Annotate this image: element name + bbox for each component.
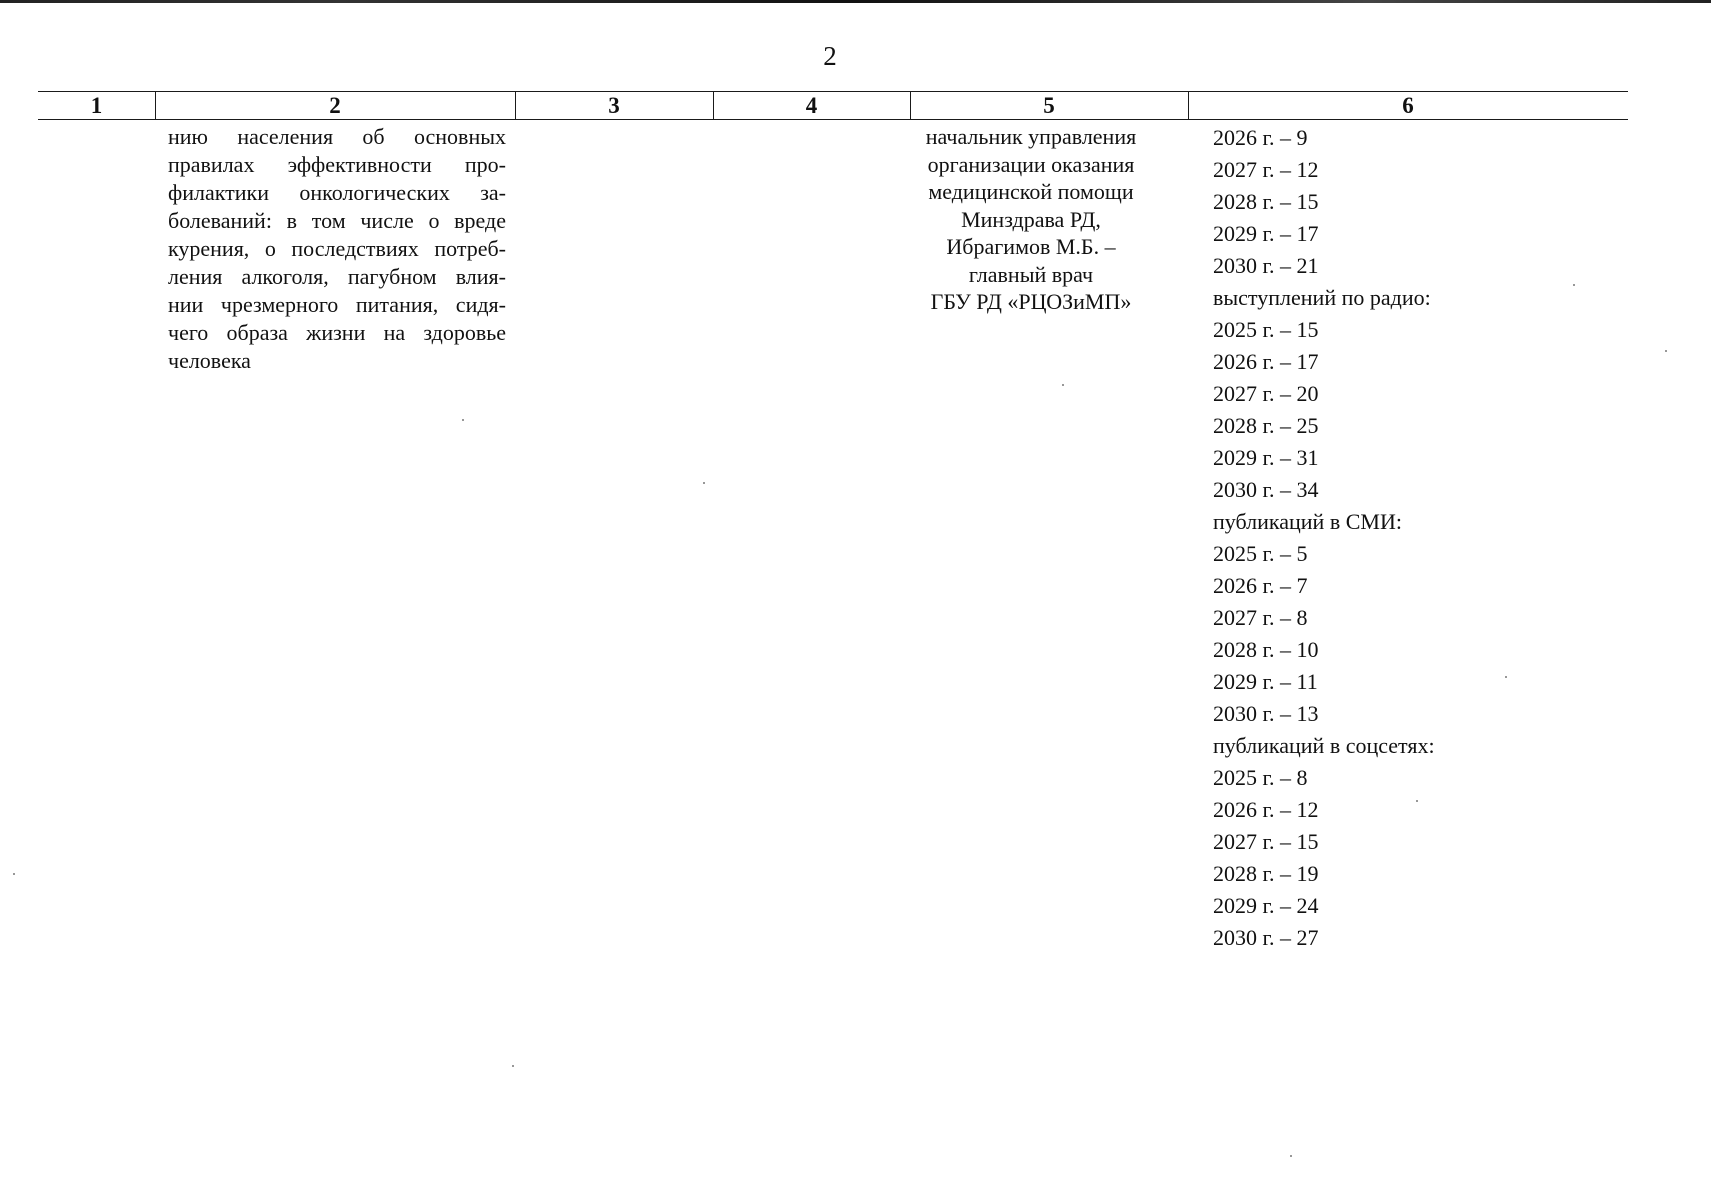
text-line: 2026 г. – 9 xyxy=(1213,125,1308,150)
text-line: чего образа жизни на здоровье xyxy=(168,320,506,345)
text-line: курения, о последствиях потреб- xyxy=(168,236,506,261)
text-line: 2026 г. – 12 xyxy=(1213,797,1319,822)
page-number: 2 xyxy=(823,41,837,71)
text-line: 2027 г. – 15 xyxy=(1213,829,1319,854)
text-line: болеваний: в том числе о вреде xyxy=(168,208,506,233)
scan-speck xyxy=(1416,800,1418,802)
text-line: филактики онкологических за- xyxy=(168,180,506,205)
header-col-6: 6 xyxy=(1402,93,1414,118)
scan-speck xyxy=(1573,284,1575,286)
cell-col-5-responsible xyxy=(904,123,1158,316)
scan-speck xyxy=(703,482,705,484)
text-line: Ибрагимов М.Б. – xyxy=(946,234,1116,259)
scan-speck xyxy=(462,419,464,421)
text-line: 2030 г. – 34 xyxy=(1213,477,1319,502)
scan-speck xyxy=(1505,676,1507,678)
text-line: 2029 г. – 17 xyxy=(1213,221,1319,246)
scan-speck xyxy=(512,1065,514,1067)
text-line: 2028 г. – 15 xyxy=(1213,189,1319,214)
text-line: человека xyxy=(168,348,251,373)
header-col-2: 2 xyxy=(329,93,341,118)
text-line: 2030 г. – 13 xyxy=(1213,701,1319,726)
text-line: правилах эффективности про- xyxy=(168,152,506,177)
header-col-1: 1 xyxy=(90,93,103,118)
text-line: 2026 г. – 17 xyxy=(1213,349,1319,374)
cell-col-2-description xyxy=(168,123,506,375)
text-line: выступлений по радио: xyxy=(1213,285,1431,310)
text-line: 2029 г. – 24 xyxy=(1213,893,1319,918)
text-line: публикаций в СМИ: xyxy=(1213,509,1402,534)
text-line: 2028 г. – 25 xyxy=(1213,413,1319,438)
scan-speck xyxy=(1290,1155,1292,1157)
scan-speck xyxy=(1062,384,1064,386)
text-line: организации оказания xyxy=(927,151,1135,177)
text-line: 2030 г. – 27 xyxy=(1213,925,1319,950)
header-col-5: 5 xyxy=(1043,93,1055,118)
text-line: 2028 г. – 19 xyxy=(1213,861,1319,886)
text-line: 2027 г. – 20 xyxy=(1213,381,1319,406)
scan-speck xyxy=(13,873,15,875)
text-line: 2027 г. – 8 xyxy=(1213,605,1308,630)
text-line: 2029 г. – 11 xyxy=(1213,669,1318,694)
text-line: публикаций в соцсетях: xyxy=(1213,733,1435,758)
table-header-row xyxy=(38,91,1628,120)
text-line: ления алкоголя, пагубном влия- xyxy=(168,264,506,289)
text-line: нию населения об основных xyxy=(168,124,506,149)
text-line: 2027 г. – 12 xyxy=(1213,157,1319,182)
text-line: 2026 г. – 7 xyxy=(1213,573,1308,598)
text-line: начальник управления xyxy=(925,124,1137,149)
text-line: 2025 г. – 5 xyxy=(1213,541,1308,566)
text-line: 2028 г. – 10 xyxy=(1213,637,1319,662)
header-col-4: 4 xyxy=(805,93,818,118)
text-line: главный врач xyxy=(968,261,1094,287)
text-line: Минздрава РД, xyxy=(961,206,1101,232)
text-line: 2030 г. – 21 xyxy=(1213,253,1319,278)
document-table xyxy=(38,91,1628,950)
text-line: 2025 г. – 8 xyxy=(1213,765,1308,790)
header-col-3: 3 xyxy=(608,93,620,118)
text-line: нии чрезмерного питания, сидя- xyxy=(168,292,506,317)
text-line: ГБУ РД «РЦОЗиМП» xyxy=(930,289,1132,314)
scan-speck xyxy=(1665,350,1667,352)
text-line: 2029 г. – 31 xyxy=(1213,445,1319,470)
scan-top-edge xyxy=(0,0,1711,3)
cell-col-6-indicators xyxy=(1213,122,1613,954)
text-line: медицинской помощи xyxy=(928,179,1134,204)
text-line: 2025 г. – 15 xyxy=(1213,317,1319,342)
